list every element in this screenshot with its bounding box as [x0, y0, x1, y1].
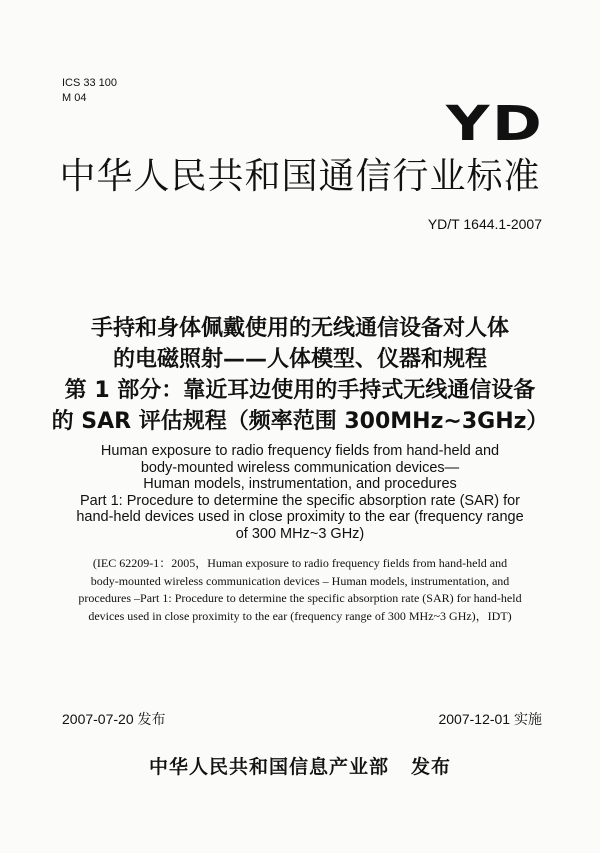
implementation-date: 2007-12-01 实施: [438, 711, 542, 727]
iec-reference-line: devices used in close proximity to the ear (frequency range of 300 MHz~3 GHz)，IDT): [88, 608, 512, 623]
english-title-line: Human models, instrumentation, and procedures: [143, 476, 457, 492]
english-title-line: Human exposure to radio frequency fields from hand-held and: [100, 443, 500, 459]
standard-type-title: 中华人民共和国通信行业标准: [59, 156, 541, 197]
publisher-action: 发布: [411, 756, 452, 778]
category-code: M 04: [62, 92, 87, 104]
english-title: [0, 443, 600, 542]
english-title-line: hand-held devices used in close proximity to the ear (frequency range: [76, 509, 524, 525]
iec-reference: [0, 555, 600, 625]
standard-code: YD/T 1644.1-2007: [427, 216, 542, 232]
iec-reference-line: (IEC 62209-1：2005，Human exposure to radio frequency fields from hand-held and: [92, 556, 508, 570]
chinese-title-line: 第 1 部分：靠近耳边使用的手持式无线通信设备: [64, 378, 536, 403]
ics-code: ICS 33 100: [62, 77, 118, 89]
english-title-line: Part 1: Procedure to determine the specific absorption rate (SAR) for: [79, 492, 521, 509]
yd-logo: YD: [446, 96, 545, 152]
iec-reference-line: procedures –Part 1: Procedure to determine the specific absorption rate (SAR) for hand-held: [78, 591, 522, 605]
chinese-title-line: 手持和身体佩戴使用的无线通信设备对人体: [90, 316, 509, 341]
classification-codes: [62, 76, 117, 106]
publisher-name: 中华人民共和国信息产业部: [148, 756, 389, 778]
chinese-title-line: 的 SAR 评估规程（频率范围 300MHz~3GHz）: [51, 409, 549, 434]
english-title-line: body-mounted wireless communication devices—: [140, 459, 460, 476]
chinese-title: [0, 313, 600, 437]
issue-date: 2007-07-20 发布: [62, 711, 166, 727]
english-title-line: of 300 MHz~3 GHz): [235, 525, 365, 542]
iec-reference-line: body-mounted wireless communication devices – Human models, instrumentation, and: [90, 573, 510, 588]
chinese-title-line: 的电磁照射——人体模型、仪器和规程: [112, 347, 487, 372]
publisher: [0, 752, 600, 779]
